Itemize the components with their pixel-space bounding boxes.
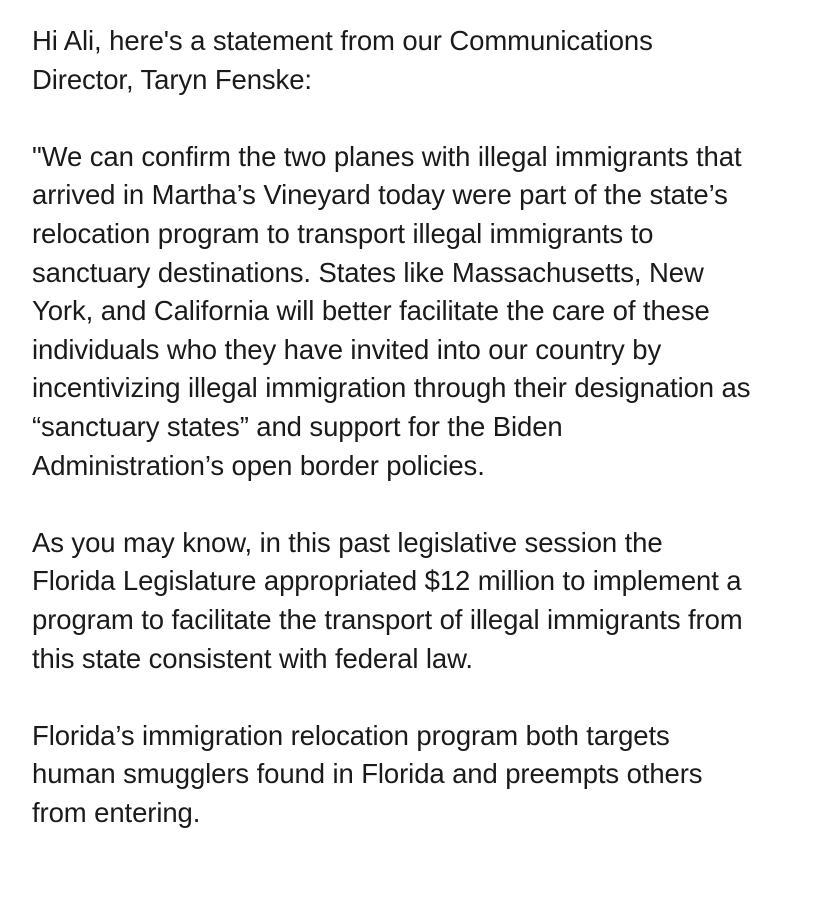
legislature-paragraph: As you may know, in this past legislative session the Florida Legislature appropriated $12 million to implement a program to facilitate the transport of illegal immigrants from this state consistent with federal law. — [32, 526, 743, 674]
statement-paragraph: "We can confirm the two planes with illegal immigrants that arrived in Martha’s Vineyard today were part of the state’s relocation program to transport illegal immigrants to sanctuary destinations. States like Massachusetts, New York, and California will better facilitate the care of these individuals who they have invited into our country by incentivizing illegal immigration through their designation as “sanctuary states” and support for the Biden Administration’s open border policies. — [32, 140, 751, 481]
email-body — [32, 22, 812, 832]
greeting-paragraph: Hi Ali, here's a statement from our Communications Director, Taryn Fenske: — [32, 25, 653, 95]
program-paragraph: Florida’s immigration relocation program both targets human smugglers found in Florida and preempts others from entering. — [32, 719, 703, 828]
